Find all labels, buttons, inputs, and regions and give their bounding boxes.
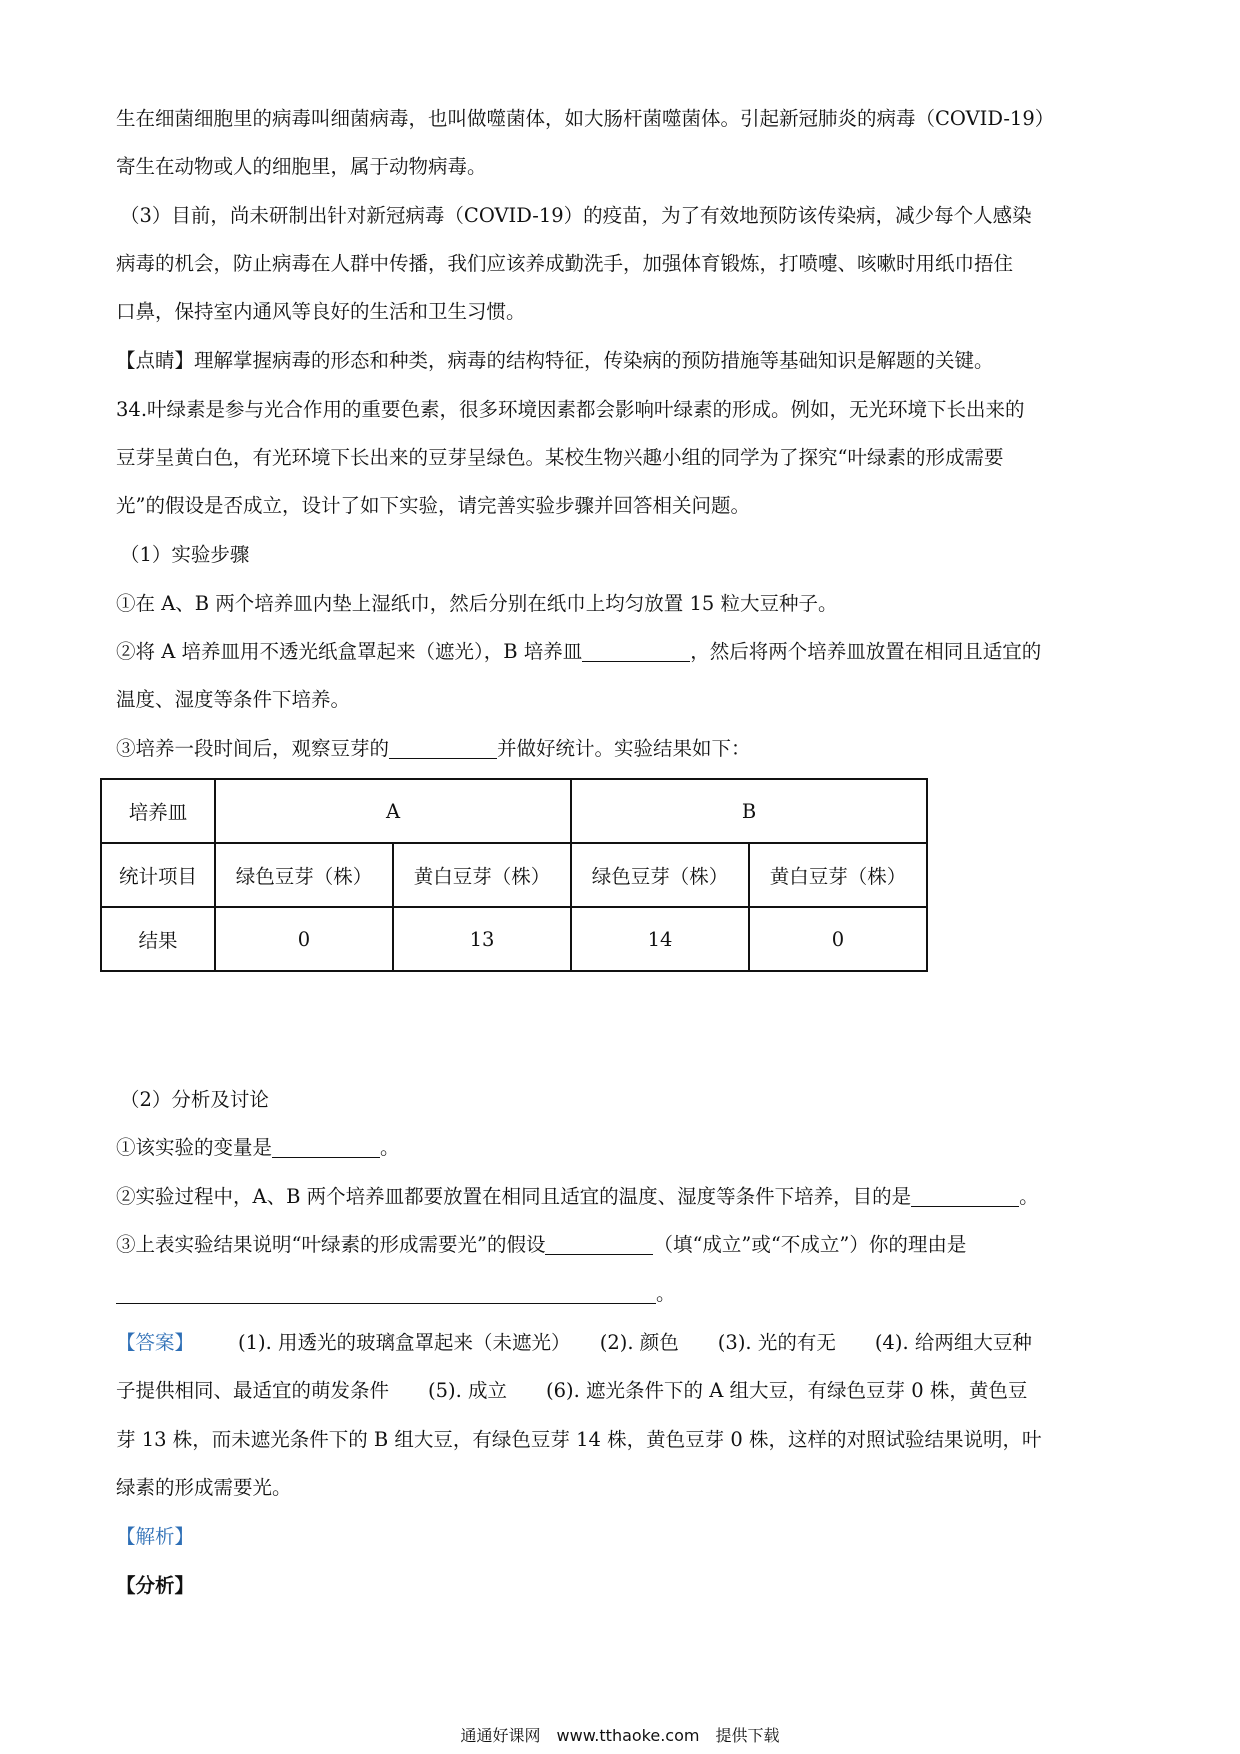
paragraph-line: 寄生在动物或人的细胞里，属于动物病毒。 (116, 155, 487, 178)
table-header-cell: 统计项目 (101, 843, 215, 907)
answer-blank[interactable] (911, 1184, 1019, 1207)
step-3-text-cont: 并做好统计。实验结果如下： (497, 737, 751, 760)
section-1-title: （1）实验步骤 (120, 543, 250, 566)
question-34-line: 光”的假设是否成立，设计了如下实验，请完善实验步骤并回答相关问题。 (116, 494, 750, 517)
answer-blank[interactable] (116, 1281, 656, 1304)
discussion-1-text: ①该实验的变量是 (116, 1136, 273, 1159)
step-2-line-2: 温度、湿度等条件下培养。 (116, 688, 351, 711)
table-header-cell: 绿色豆芽（株） (215, 843, 393, 907)
answer-text: (1). 用透光的玻璃盒罩起来（未遮光） (2). 颜色 (3). 光的有无 (4). 给两组大豆种 (238, 1331, 1032, 1354)
paragraph-line: （3）目前，尚未研制出针对新冠病毒（COVID-19）的疫苗，为了有效地预防该传染病，减少每个人感染 (120, 204, 1032, 227)
discussion-2 (116, 1182, 1039, 1212)
table-header-cell: A (215, 779, 571, 843)
paragraph-line: 生在细菌细胞里的病毒叫细菌病毒，也叫做噬菌体，如大肠杆菌噬菌体。引起新冠肺炎的病毒（COVID-19） (116, 107, 1055, 130)
table-header-cell: B (571, 779, 927, 843)
table-cell: 14 (571, 907, 749, 971)
answer-line: 绿素的形成需要光。 (116, 1476, 292, 1499)
discussion-3-end: 。 (656, 1282, 676, 1305)
paragraph-line: 病毒的机会，防止病毒在人群中传播，我们应该养成勤洗手，加强体育锻炼，打喷嚏、咳嗽时用纸巾捂住 (116, 252, 1014, 275)
table-row (101, 843, 927, 907)
answer-blank[interactable] (545, 1232, 653, 1255)
fenxi-label: 【分析】 (116, 1574, 195, 1597)
answer-line: 子提供相同、最适宜的萌发条件 (5). 成立 (6). 遮光条件下的 A 组大豆，有绿色豆芽 0 株，黄色豆 (116, 1379, 1028, 1402)
table-header-cell: 黄白豆芽（株） (393, 843, 571, 907)
dianjing-note: 【点睛】理解掌握病毒的形态和种类，病毒的结构特征，传染病的预防措施等基础知识是解题的关键。 (116, 349, 994, 372)
table-header-cell: 绿色豆芽（株） (571, 843, 749, 907)
step-3 (116, 734, 751, 764)
step-2-text: ②将 A 培养皿用不透光纸盒罩起来（遮光），B 培养皿 (116, 640, 583, 663)
table-row (101, 779, 927, 843)
question-34-line: 豆芽呈黄白色，有光环境下长出来的豆芽呈绿色。某校生物兴趣小组的同学为了探究“叶绿素的形成需要 (116, 446, 1004, 469)
answer-line-1 (116, 1328, 1032, 1358)
discussion-1-end: 。 (380, 1136, 400, 1159)
table-cell: 13 (393, 907, 571, 971)
discussion-2-text: ②实验过程中，A、B 两个培养皿都要放置在相同且适宜的温度、湿度等条件下培养，目的是 (116, 1185, 912, 1208)
table-row (101, 907, 927, 971)
analysis-label: 【解析】 (116, 1525, 195, 1548)
discussion-2-end: 。 (1019, 1185, 1039, 1208)
table-cell: 0 (215, 907, 393, 971)
section-2-title: （2）分析及讨论 (120, 1088, 269, 1111)
results-table (100, 778, 928, 972)
step-2 (116, 637, 1041, 667)
discussion-3-line-2 (116, 1279, 676, 1309)
discussion-3-text-cont: （填“成立”或“不成立”）你的理由是 (653, 1233, 967, 1256)
step-3-text: ③培养一段时间后，观察豆芽的 (116, 737, 390, 760)
step-2-text-cont: ，然后将两个培养皿放置在相同且适宜的 (690, 640, 1042, 663)
answer-line: 芽 13 株，而未遮光条件下的 B 组大豆，有绿色豆芽 14 株，黄色豆芽 0 株，这样的对照试验结果说明，叶 (116, 1428, 1042, 1451)
table-header-cell: 结果 (101, 907, 215, 971)
paragraph-line: 口鼻，保持室内通风等良好的生活和卫生习惯。 (116, 300, 526, 323)
table-header-cell: 黄白豆芽（株） (749, 843, 927, 907)
answer-blank[interactable] (272, 1135, 380, 1158)
discussion-3 (116, 1230, 966, 1260)
answer-blank[interactable] (582, 639, 690, 662)
table-header-cell: 培养皿 (101, 779, 215, 843)
discussion-3-text: ③上表实验结果说明“叶绿素的形成需要光”的假设 (116, 1233, 546, 1256)
answer-label: 【答案】 (116, 1331, 195, 1354)
answer-blank[interactable] (389, 736, 497, 759)
step-1: ①在 A、B 两个培养皿内垫上湿纸巾，然后分别在纸巾上均匀放置 15 粒大豆种子。 (116, 592, 838, 615)
page-footer: 通通好课网 www.tthaoke.com 提供下载 (460, 1726, 780, 1745)
question-34-line: 34.叶绿素是参与光合作用的重要色素，很多环境因素都会影响叶绿素的形成。例如，无光环境下长出来的 (116, 398, 1025, 421)
discussion-1 (116, 1133, 400, 1163)
table-cell: 0 (749, 907, 927, 971)
